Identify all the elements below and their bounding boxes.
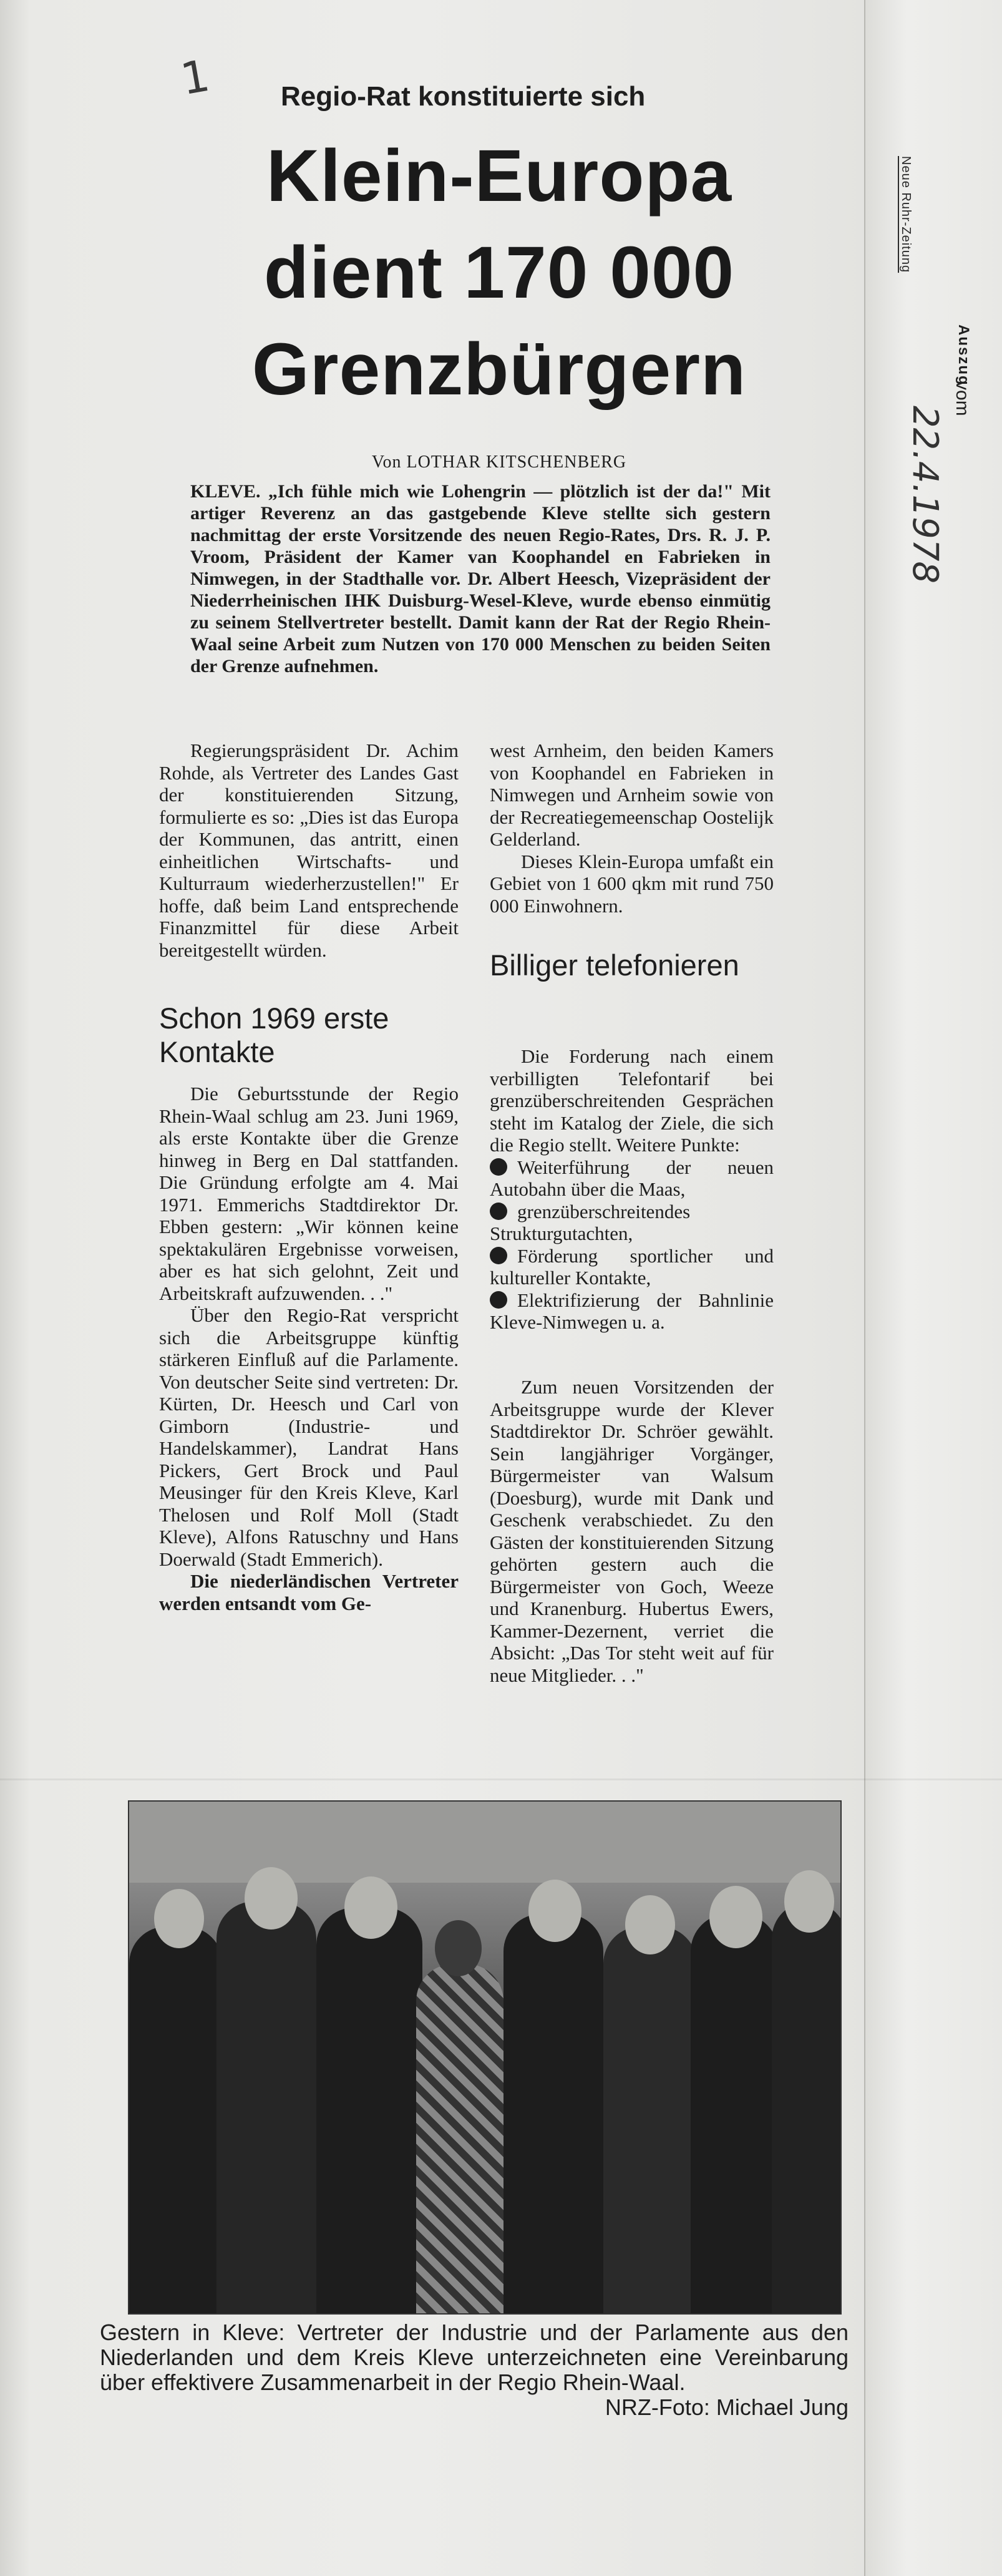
photo-figure <box>129 1926 223 2313</box>
list-item: Förderung sportlicher und kultureller Kontakte, <box>490 1244 774 1289</box>
column-1-body <box>159 1083 459 1614</box>
paragraph: Über den Regio-Rat verspricht sich die Arbeitsgruppe künftig stärkeren Einfluß auf die Parlamente. Von deutscher Seite sind vertreten: Dr. Kürten, Dr. Heesch und Carl von Gimborn (Industrie- und Handelskammer), Landrat Hans Pickers, Gert Brock und Paul Meusinger für den Kreis Kleve, Karl Thelosen und Rolf Moll (Stadt Kleve), Alfons Ratuschny und Hans Doerwald (Stadt Emmerich). <box>159 1304 459 1570</box>
photo-figure <box>316 1908 422 2313</box>
paragraph: Die Forderung nach einem verbilligten Telefontarif bei grenzüberschreitenden Gesprächen steht im Katalog der Ziele, die sich die Regio stellt. Weitere Punkte: <box>490 1045 774 1156</box>
photo-figure <box>691 1914 778 2313</box>
headline <box>200 128 799 418</box>
list-item: grenzüberschreitendes Strukturgutachten, <box>490 1200 691 1244</box>
paragraph: west Arnheim, den beiden Kamers von Koophandel en Fabrieken in Nimwegen und Arnheim sowie von der Recreatiegemeenschap Oostelijk Gelderland. <box>490 739 774 850</box>
headline-line: Klein-Europa <box>266 135 732 217</box>
archive-sheet <box>864 0 1002 2576</box>
column-2-intro <box>490 739 774 917</box>
photo-figure <box>154 1889 204 1948</box>
bullet-icon <box>490 1291 507 1309</box>
photo-figure <box>503 1914 603 2313</box>
byline: Von LOTHAR KITSCHENBERG <box>371 452 627 472</box>
lead-paragraph: KLEVE. „Ich fühle mich wie Lohengrin — plötzlich ist der da!" Mit artiger Reverenz an das gastgebende Kleve stellte sich gestern nachmittag der erste Vorsitzende des neuen Regio-Rates, Drs. R. J. P. Vroom, Präsident der Kamer van Koophandel en Fabrieken in Nimwegen, in der Stadthalle vor. Dr. Albert Heesch, Vizepräsident der Niederrheinischen IHK Duisburg-Wesel-Kleve, wurde ebenso einmütig zu seinem Stellvertreter bestellt. Damit kann der Rat der Regio Rhein-Waal seine Arbeit zum Nutzen von 170 000 Menschen zu beiden Seiten der Grenze aufnehmen. <box>190 481 771 676</box>
photo-figure <box>625 1895 675 1954</box>
photo-figure <box>435 1920 482 1976</box>
column-2-end <box>490 1376 774 1686</box>
bullet-icon <box>490 1247 507 1264</box>
paragraph: Die niederländischen Vertreter werden entsandt vom Ge- <box>159 1570 459 1614</box>
paragraph: Die Geburtsstunde der Regio Rhein-Waal schlug am 23. Juni 1969, als erste Kontakte über die Grenze hinweg in Berg en Dal stattfanden. Die Gründung erfolgte am 4. Mai 1971. Emmerichs Stadtdirektor Dr. Ebben gestern: „Wir können keine spektakulären Ergebnisse vorweisen, aber es hat sich gelohnt, Zeit und Arbeitskraft aufzuwenden. . ." <box>159 1083 459 1304</box>
newspaper-name: Neue Ruhr-Zeitung <box>899 156 913 273</box>
bullet-icon <box>490 1158 507 1176</box>
headline-line: dient 170 000 <box>263 232 735 314</box>
paragraph: Regierungspräsident Dr. Achim Rohde, als Vertreter des Landes Gast der konstituierenden Sitzung, formulierte es so: „Dies ist das Europa der Kommunen, das antritt, einen einheitlichen Wirtschafts- und Kulturraum wiederherzustellen!" Er hoffe, daß beim Land entsprechende Finanzmittel für diese Arbeit bereitgestellt würden. <box>159 739 459 961</box>
photo-figure <box>709 1886 762 1948</box>
paragraph: Dieses Klein-Europa umfaßt ein Gebiet von 1 600 qkm mit rund 750 000 Einwohnern. <box>490 850 774 917</box>
photo-figure <box>603 1926 697 2313</box>
paragraph: Zum neuen Vorsitzenden der Arbeitsgruppe wurde der Klever Stadtdirektor Dr. Schröer gewählt. Sein langjähriger Vorgänger, Bürgermeister van Walsum (Doesburg), wurde mit Dank und Geschenk verabschiedet. Zu den Gästen der konstituierenden Sitzung gehörten gestern auch die Bürgermeister von Goch, Weeze und Kranenburg. Hubertus Ewers, Kammer-Dezernent, verriet die Absicht: „Das Tor steht weit auf für neue Mitglieder. . ." <box>490 1376 774 1686</box>
subheading-billiger-telefonieren: Billiger telefonieren <box>490 949 739 982</box>
caption-text: Gestern in Kleve: Vertreter der Industrie und der Parlamente aus den Niederlanden und dem Kreis Kleve unterzeichneten eine Vereinbarung über effektivere Zusammenarbeit in der Regio Rhein-Waal. <box>100 2320 849 2395</box>
list-item: Elektrifizierung der Bahnlinie Kleve-Nimwegen u. a. <box>490 1289 774 1333</box>
stamp-auszug: Auszug <box>955 324 972 386</box>
handwritten-date: 22.4.1978 <box>905 406 945 584</box>
column-2-body <box>490 1045 774 1334</box>
photo-figure <box>216 1901 316 2313</box>
kicker: Regio-Rat konstituierte sich <box>281 81 646 112</box>
photo-figure <box>245 1867 298 1930</box>
goal-list <box>490 1156 774 1334</box>
photo-caption <box>100 2320 849 2420</box>
subheading-schon-1969: Schon 1969 erste Kontakte <box>159 1002 389 1068</box>
handwritten-mark: 1 <box>177 49 213 105</box>
photo-figure <box>784 1870 834 1933</box>
photo-figure <box>528 1880 581 1942</box>
column-1-intro <box>159 739 459 961</box>
headline-line: Grenzbürgern <box>251 328 747 411</box>
stamp-vom: vom <box>952 381 973 416</box>
paper-fold <box>0 1778 1002 1780</box>
bullet-icon <box>490 1203 507 1220</box>
news-photo <box>128 1800 842 2315</box>
photo-figure <box>416 1964 503 2313</box>
list-item: Weiterführung der neuen Autobahn über die Maas, <box>490 1156 774 1200</box>
photo-background <box>129 1802 840 1883</box>
photo-figure <box>344 1876 397 1939</box>
photo-figure <box>772 1901 842 2313</box>
archive-stamp <box>898 156 913 273</box>
photo-credit: NRZ-Foto: Michael Jung <box>605 2394 849 2420</box>
